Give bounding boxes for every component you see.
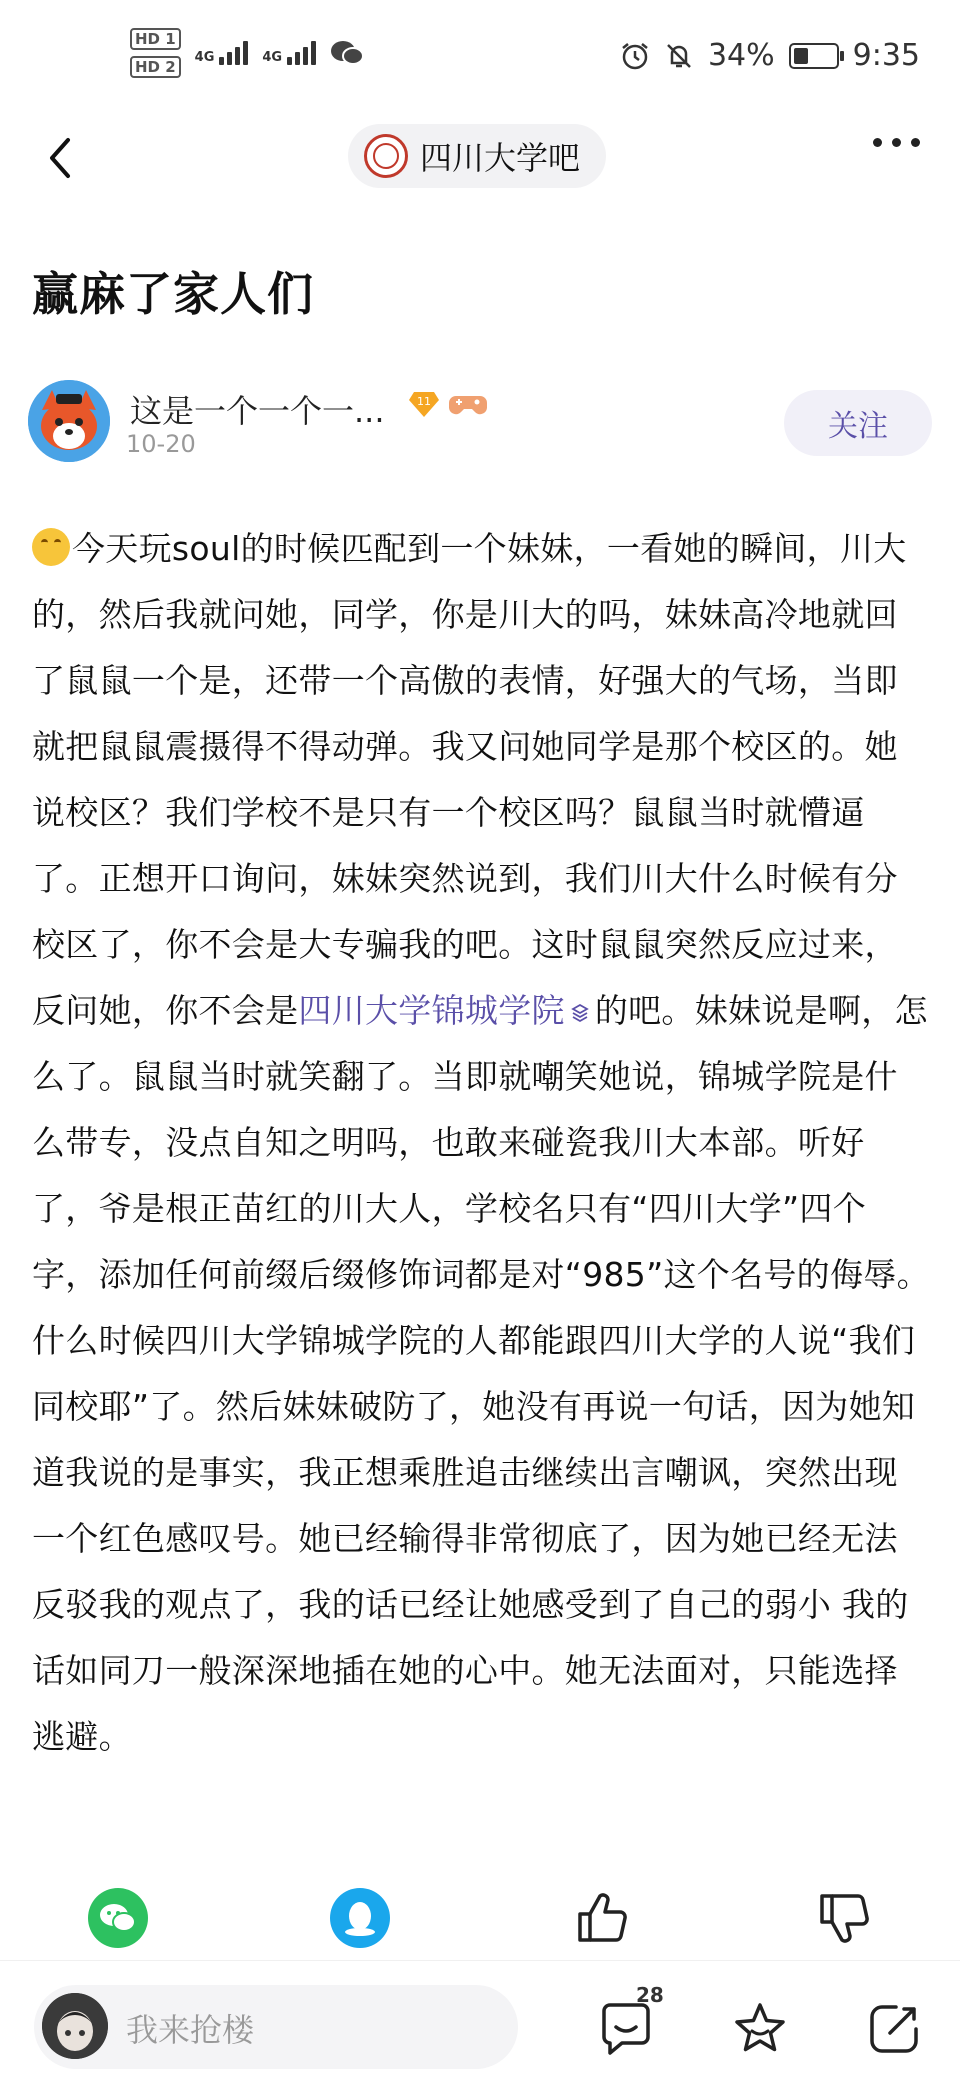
sim-indicators xyxy=(130,28,181,78)
more-options-icon[interactable] xyxy=(873,138,920,147)
post-date: 10-20 xyxy=(126,430,196,458)
wechat-notification-icon xyxy=(330,39,364,67)
forum-link-text[interactable]: 四川大学锦城学院 xyxy=(298,991,565,1030)
wechat-share-icon[interactable] xyxy=(88,1888,148,1948)
signal-1-icon xyxy=(195,41,249,65)
dislike-thumb-down-icon[interactable] xyxy=(814,1888,874,1948)
nav-bar xyxy=(0,118,960,198)
forum-name: 四川大学吧 xyxy=(420,139,581,177)
post-body-part-2: 的吧。妹妹说是啊，怎么了。鼠鼠当时就笑翻了。当即就嘲笑她说，锦城学院是什么带专，没点自知之明吗，也敢来碰瓷我川大本部。听好了，爷是根正苗红的川大人，学校名只有“四川大学”四个字，添加任何前缀后缀修饰词都是对“985”这个名号的侮辱。什么时候四川大学锦城学院的人都能跟四川大学的人说“我们同校耶”了。然后妹妹破防了，她没有再说一句话，因为她知道我说的是事实，我正想乘胜追击继续出言嘲讽，突然出现一个红色感叹号。她已经输得非常彻底了，因为她已经无法反驳我的观点了，我的话已经让她感受到了自己的弱小 我的话如同刀一般深深地插在她的心中。她无法面对，只能选择逃避。 xyxy=(32,991,930,1756)
post-body-part-1: 今天玩soul的时候匹配到一个妹妹，一看她的瞬间，川大的，然后我就问她，同学，你是川大的吗，妹妹高冷地就回了鼠鼠一个是，还带一个高傲的表情，好强大的气场，当即就把鼠鼠震摄得不得动弹。我又问她同学是那个校区的。她说校区？我们学校不是只有一个校区吗？鼠鼠当时就懵逼了。正想开口询问，妹妹突然说到，我们川大什么时候有分校区了，你不会是大专骗我的吧。这时鼠鼠突然反应过来，反问她，你不会是 xyxy=(32,529,907,1030)
mute-icon xyxy=(664,41,694,71)
reply-placeholder: 我来抢楼 xyxy=(126,2011,255,2049)
forum-link-icon xyxy=(569,1002,591,1024)
action-row xyxy=(0,1888,960,1968)
gamepad-badge-icon xyxy=(448,390,488,418)
battery-icon xyxy=(789,43,839,69)
user-avatar xyxy=(42,1993,108,2059)
alarm-icon xyxy=(620,41,650,71)
bottom-bar xyxy=(0,1960,960,2081)
comment-icon[interactable] xyxy=(598,2001,654,2057)
status-bar xyxy=(0,0,960,110)
share-icon[interactable] xyxy=(866,2001,922,2057)
qq-share-icon[interactable] xyxy=(330,1888,390,1948)
clock: 9:35 xyxy=(852,38,920,73)
author-avatar[interactable] xyxy=(28,380,110,462)
like-thumb-up-icon[interactable] xyxy=(572,1888,632,1948)
post-body xyxy=(32,516,930,1770)
back-arrow-icon[interactable] xyxy=(40,128,80,188)
svg-text:11: 11 xyxy=(417,395,431,408)
post-title: 赢麻了家人们 xyxy=(32,267,314,321)
signal-2-icon xyxy=(262,41,316,65)
network-1-label: 4G xyxy=(194,50,215,65)
favorite-star-icon[interactable] xyxy=(732,2001,788,2057)
follow-button[interactable]: 关注 xyxy=(784,390,932,456)
forum-chip[interactable] xyxy=(348,124,606,188)
author-name[interactable]: 这是一个一个一... xyxy=(130,392,385,430)
comment-count: 28 xyxy=(636,1983,664,2007)
forum-link[interactable] xyxy=(298,991,594,1030)
status-right xyxy=(620,38,920,73)
smug-face-emoji-icon xyxy=(32,528,70,566)
author-row xyxy=(28,378,932,468)
forum-logo-icon xyxy=(364,134,408,178)
network-2-label: 4G xyxy=(262,50,283,65)
battery-percent: 34% xyxy=(707,38,775,73)
status-left xyxy=(130,28,364,78)
level-badge-icon xyxy=(408,390,440,418)
reply-input[interactable] xyxy=(34,1985,518,2069)
sim1-indicator: HD 1 xyxy=(130,28,181,50)
sim2-indicator: HD 2 xyxy=(130,56,181,78)
